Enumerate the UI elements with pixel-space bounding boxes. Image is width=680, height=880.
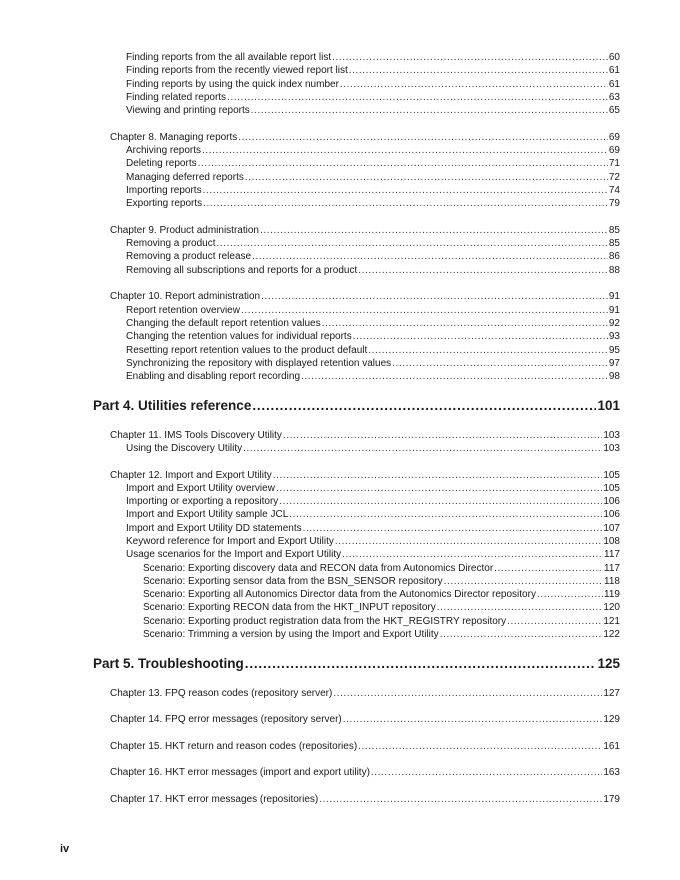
toc-section-entry[interactable] — [126, 171, 620, 184]
toc-entry-title: Scenario: Trimming a version by using the Import and Export Utility — [143, 629, 439, 641]
toc-chapter-entry[interactable] — [110, 224, 620, 237]
toc-section-entry[interactable] — [126, 197, 620, 210]
toc-entry-title: Scenario: Exporting discovery data and RECON data from Autonomics Director — [143, 562, 494, 574]
toc-entry-title: Import and Export Utility DD statements — [126, 522, 302, 534]
toc-page-number: 117 — [604, 562, 620, 574]
toc-chapter-entry[interactable] — [110, 713, 620, 726]
toc-chapter-entry[interactable] — [110, 469, 620, 482]
toc-entry-title: Part 5. Troubleshooting — [93, 655, 244, 671]
toc-section-entry[interactable] — [126, 184, 620, 197]
toc-dot-leader — [203, 197, 608, 210]
toc-entry-title: Keyword reference for Import and Export Utility — [126, 535, 334, 547]
toc-section-entry[interactable] — [126, 535, 620, 548]
toc-chapter-entry[interactable] — [110, 429, 620, 442]
toc-page-number: 85 — [608, 238, 620, 250]
toc-entry-title: Scenario: Exporting product registration data from the HKT_REGISTRY repository — [143, 615, 507, 627]
toc-page-number: 86 — [608, 251, 620, 263]
toc-section-entry[interactable] — [126, 370, 620, 383]
toc-dot-leader — [289, 508, 602, 521]
toc-spacer — [0, 383, 680, 397]
toc-dot-leader — [353, 330, 608, 343]
toc-entry-title: Chapter 15. HKT return and reason codes (repositories) — [110, 740, 358, 752]
toc-dot-leader — [440, 628, 603, 641]
toc-page-number: 97 — [608, 357, 620, 369]
toc-entry-title: Chapter 10. Report administration — [110, 291, 261, 303]
toc-page-number: 121 — [603, 615, 620, 627]
toc-dot-leader — [494, 562, 603, 575]
toc-entry-title: Changing the default report retention values — [126, 317, 321, 329]
toc-dot-leader — [303, 522, 603, 535]
toc-dot-leader — [238, 131, 608, 144]
toc-dot-leader — [245, 655, 597, 673]
toc-entry-title: Chapter 16. HKT error messages (import and export utility) — [110, 767, 370, 779]
toc-entry-title: Scenario: Exporting sensor data from the BSN_SENSOR repository — [143, 575, 443, 587]
toc-entry-title: Scenario: Exporting all Autonomics Director data from the Autonomics Director repository — [143, 589, 536, 601]
toc-dot-leader — [368, 344, 608, 357]
toc-page-number: 118 — [604, 575, 620, 587]
toc-chapter-entry[interactable] — [110, 766, 620, 779]
toc-spacer — [0, 455, 680, 468]
toc-dot-leader — [217, 237, 608, 250]
toc-page-number: 60 — [608, 52, 620, 63]
toc-dot-leader — [203, 184, 608, 197]
table-of-contents — [0, 51, 680, 806]
toc-entry-title: Resetting report retention values to the product default — [126, 344, 368, 356]
toc-section-entry[interactable] — [126, 250, 620, 263]
toc-entry-title: Removing a product — [126, 238, 216, 250]
toc-chapter-entry[interactable] — [110, 740, 620, 753]
toc-entry-title: Using the Discovery Utility — [126, 442, 243, 454]
toc-dot-leader — [437, 601, 603, 614]
toc-page-number: 74 — [608, 184, 620, 196]
toc-entry-title: Archiving reports — [126, 145, 202, 157]
toc-dot-leader — [349, 64, 608, 77]
toc-entry-title: Viewing and printing reports — [126, 105, 250, 117]
toc-entry-title: Part 4. Utilities reference — [93, 398, 252, 414]
toc-dot-leader — [392, 357, 608, 370]
toc-spacer — [0, 641, 680, 655]
toc-page-number: 93 — [608, 331, 620, 343]
toc-dot-leader — [371, 766, 602, 779]
toc-chapter-entry[interactable] — [110, 290, 620, 303]
toc-entry-title: Removing all subscriptions and reports for a product — [126, 264, 358, 276]
toc-entry-title: Finding reports from the all available report list — [126, 52, 332, 63]
toc-spacer — [0, 700, 680, 713]
toc-page-number: 103 — [603, 442, 620, 454]
toc-dot-leader — [342, 548, 603, 561]
toc-section-entry[interactable] — [126, 304, 620, 317]
toc-page-number: 101 — [597, 398, 620, 414]
toc-section-entry[interactable] — [126, 104, 620, 117]
toc-dot-leader — [227, 91, 608, 104]
toc-page-number: 106 — [603, 496, 620, 508]
toc-page-number: 107 — [603, 522, 620, 534]
toc-entry-title: Finding related reports — [126, 91, 227, 103]
toc-page-number: 106 — [603, 509, 620, 521]
toc-page-number: 63 — [608, 91, 620, 103]
toc-section-entry[interactable] — [126, 522, 620, 535]
toc-dot-leader — [322, 317, 608, 330]
toc-spacer — [0, 726, 680, 739]
toc-page-number: 127 — [603, 687, 620, 699]
toc-entry-title: Importing or exporting a repository — [126, 496, 279, 508]
toc-entry-title: Chapter 13. FPQ reason codes (repository server) — [110, 687, 333, 699]
toc-section-entry[interactable] — [126, 482, 620, 495]
toc-section-entry[interactable] — [126, 317, 620, 330]
toc-dot-leader — [340, 78, 608, 91]
toc-section-entry[interactable] — [126, 442, 620, 455]
toc-dot-leader — [261, 290, 608, 303]
toc-page-number: 69 — [608, 131, 620, 143]
toc-chapter-entry[interactable] — [110, 131, 620, 144]
toc-entry-title: Chapter 17. HKT error messages (repositories) — [110, 793, 319, 805]
toc-dot-leader — [241, 304, 608, 317]
toc-dot-leader — [358, 740, 602, 753]
toc-page-number: 129 — [603, 714, 620, 726]
toc-dot-leader — [273, 469, 603, 482]
toc-section-entry[interactable] — [126, 78, 620, 91]
toc-subsection-entry[interactable] — [143, 601, 620, 614]
toc-page-number: 163 — [603, 767, 620, 779]
toc-dot-leader — [283, 429, 602, 442]
toc-dot-leader — [335, 535, 602, 548]
toc-section-entry[interactable] — [126, 64, 620, 77]
toc-section-entry[interactable] — [126, 264, 620, 277]
toc-spacer — [0, 117, 680, 130]
toc-entry-title: Report retention overview — [126, 304, 240, 316]
toc-subsection-entry[interactable] — [143, 615, 620, 628]
toc-entry-title: Finding reports from the recently viewed report list — [126, 65, 348, 77]
toc-page-number: 103 — [603, 429, 620, 441]
toc-page-number: 85 — [608, 224, 620, 236]
toc-section-entry[interactable] — [126, 508, 620, 521]
toc-section-entry[interactable] — [126, 144, 620, 157]
toc-dot-leader — [243, 442, 602, 455]
toc-page-number: 120 — [603, 602, 620, 614]
toc-dot-leader — [198, 157, 608, 170]
toc-dot-leader — [251, 104, 608, 117]
toc-section-entry[interactable] — [126, 237, 620, 250]
toc-entry-title: Changing the retention values for individual reports — [126, 331, 352, 343]
toc-dot-leader — [245, 171, 608, 184]
toc-entry-title: Usage scenarios for the Import and Export Utility — [126, 549, 342, 561]
toc-page-number: 161 — [603, 740, 620, 752]
toc-entry-title: Enabling and disabling report recording — [126, 371, 301, 383]
toc-entry-title: Managing deferred reports — [126, 171, 244, 183]
toc-section-entry[interactable] — [126, 157, 620, 170]
toc-part-heading[interactable] — [93, 397, 620, 415]
toc-chapter-entry[interactable] — [110, 793, 620, 806]
toc-entry-title: Synchronizing the repository with displayed retention values — [126, 357, 392, 369]
toc-section-entry[interactable] — [126, 51, 620, 64]
toc-page-number: 119 — [604, 589, 620, 601]
toc-dot-leader — [260, 224, 608, 237]
toc-entry-title: Chapter 11. IMS Tools Discovery Utility — [110, 429, 282, 441]
toc-dot-leader — [444, 575, 603, 588]
toc-dot-leader — [202, 144, 608, 157]
toc-entry-title: Scenario: Exporting RECON data from the HKT_INPUT repository — [143, 602, 436, 614]
toc-page-number: 122 — [603, 629, 620, 641]
toc-dot-leader — [279, 495, 602, 508]
toc-entry-title: Removing a product release — [126, 251, 252, 263]
toc-dot-leader — [332, 51, 608, 64]
toc-page-number: 88 — [608, 264, 620, 276]
toc-entry-title: Import and Export Utility overview — [126, 482, 275, 494]
toc-page-number: 105 — [603, 469, 620, 481]
toc-chapter-entry[interactable] — [110, 687, 620, 700]
toc-page-number: 71 — [608, 158, 620, 170]
toc-page-number: 98 — [608, 371, 620, 383]
toc-spacer — [0, 673, 680, 687]
toc-spacer — [0, 415, 680, 429]
toc-entry-title: Chapter 12. Import and Export Utility — [110, 469, 272, 481]
toc-page-number: 91 — [608, 291, 620, 303]
toc-page-number: 125 — [597, 655, 620, 671]
toc-spacer — [0, 753, 680, 766]
toc-entry-title: Deleting reports — [126, 158, 197, 170]
toc-subsection-entry[interactable] — [143, 628, 620, 641]
toc-page-number: 117 — [604, 549, 620, 561]
toc-dot-leader — [252, 397, 596, 415]
toc-page-number: 108 — [603, 535, 620, 547]
toc-page-number: 91 — [608, 304, 620, 316]
toc-entry-title: Chapter 9. Product administration — [110, 224, 259, 236]
toc-page-number: 92 — [608, 317, 620, 329]
toc-entry-title: Exporting reports — [126, 198, 203, 210]
toc-dot-leader — [358, 264, 608, 277]
toc-subsection-entry[interactable] — [143, 562, 620, 575]
toc-dot-leader — [333, 687, 602, 700]
toc-subsection-entry[interactable] — [143, 575, 620, 588]
toc-entry-title: Importing reports — [126, 184, 202, 196]
toc-page-number: 95 — [608, 344, 620, 356]
toc-spacer — [0, 211, 680, 224]
toc-page-number: 105 — [603, 482, 620, 494]
toc-section-entry[interactable] — [126, 357, 620, 370]
toc-dot-leader — [537, 588, 603, 601]
toc-page-number: 179 — [603, 793, 620, 805]
toc-section-entry[interactable] — [126, 548, 620, 561]
toc-part-heading[interactable] — [93, 655, 620, 673]
toc-page-number: 65 — [608, 105, 620, 117]
toc-dot-leader — [343, 713, 603, 726]
toc-page-number: 72 — [608, 171, 620, 183]
toc-subsection-entry[interactable] — [143, 588, 620, 601]
toc-spacer — [0, 277, 680, 290]
toc-page-number: 79 — [608, 198, 620, 210]
toc-dot-leader — [276, 482, 602, 495]
toc-entry-title: Chapter 8. Managing reports — [110, 131, 238, 143]
page-number: iv — [60, 843, 70, 855]
toc-dot-leader — [507, 615, 602, 628]
toc-section-entry[interactable] — [126, 330, 620, 343]
toc-section-entry[interactable] — [126, 344, 620, 357]
toc-page-number: 69 — [608, 145, 620, 157]
toc-entry-title: Chapter 14. FPQ error messages (repository server) — [110, 714, 342, 726]
toc-spacer — [0, 780, 680, 793]
toc-page-number: 61 — [608, 78, 620, 90]
toc-dot-leader — [252, 250, 608, 263]
toc-section-entry[interactable] — [126, 495, 620, 508]
toc-dot-leader — [319, 793, 602, 806]
toc-entry-title: Finding reports by using the quick index number — [126, 78, 339, 90]
toc-dot-leader — [301, 370, 608, 383]
toc-entry-title: Import and Export Utility sample JCL — [126, 509, 289, 521]
toc-page-number: 61 — [608, 65, 620, 77]
toc-section-entry[interactable] — [126, 91, 620, 104]
